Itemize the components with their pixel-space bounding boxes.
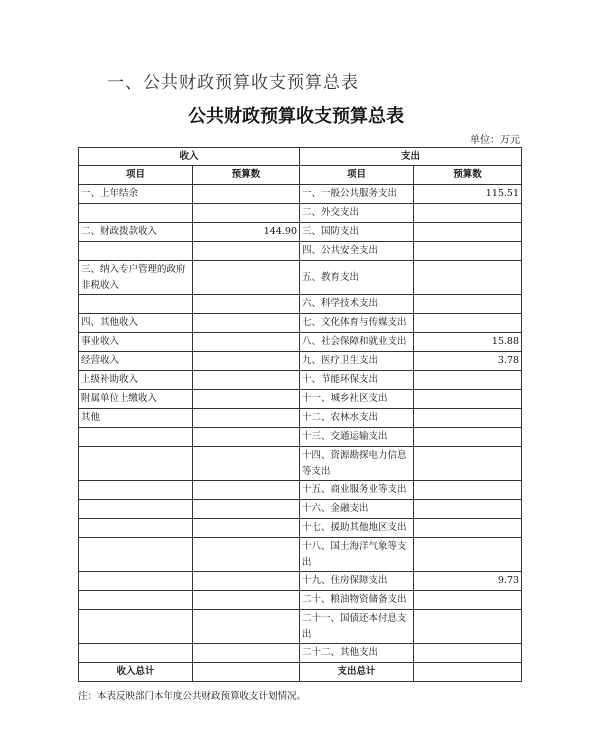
table-row xyxy=(79,223,522,242)
income-value xyxy=(193,428,300,447)
expense-value xyxy=(414,390,522,409)
income-value xyxy=(193,591,300,610)
income-label xyxy=(79,204,193,223)
table-row xyxy=(79,519,522,538)
income-value xyxy=(193,314,300,333)
expense-value xyxy=(414,314,522,333)
expense-value xyxy=(414,500,522,519)
expense-value xyxy=(414,371,522,390)
income-value xyxy=(193,371,300,390)
expense-value xyxy=(414,204,522,223)
expense-value xyxy=(414,295,522,314)
expense-value: 9.73 xyxy=(414,572,522,591)
expense-value xyxy=(414,261,522,295)
expense-label: 五、教育支出 xyxy=(300,261,414,295)
table-row xyxy=(79,185,522,204)
expense-value: 15.88 xyxy=(414,333,522,352)
income-budget-header: 预算数 xyxy=(193,166,300,185)
expense-value xyxy=(414,242,522,261)
table-row xyxy=(79,333,522,352)
income-value xyxy=(193,333,300,352)
page-title: 公共财政预算收支预算总表 xyxy=(188,106,404,127)
expense-label: 二十二、其他支出 xyxy=(300,644,414,663)
income-value xyxy=(193,500,300,519)
expense-value xyxy=(414,591,522,610)
expense-item-header: 项目 xyxy=(300,166,414,185)
income-label: 附属单位上缴收入 xyxy=(79,390,193,409)
income-label: 经营收入 xyxy=(79,352,193,371)
income-value xyxy=(193,447,300,481)
expense-label: 九、医疗卫生支出 xyxy=(300,352,414,371)
income-value xyxy=(193,295,300,314)
income-label: 四、其他收入 xyxy=(79,314,193,333)
table-row xyxy=(79,644,522,663)
expense-value xyxy=(414,538,522,572)
income-value xyxy=(193,572,300,591)
table-row xyxy=(79,610,522,644)
income-label: 其他 xyxy=(79,409,193,428)
income-value xyxy=(193,519,300,538)
income-label: 二、财政拨款收入 xyxy=(79,223,193,242)
income-label xyxy=(79,591,193,610)
income-label: 上级补助收入 xyxy=(79,371,193,390)
table-header-row xyxy=(79,148,522,166)
table-row xyxy=(79,261,522,295)
income-value xyxy=(193,538,300,572)
expense-label: 十四、资源勘探电力信息等支出 xyxy=(300,447,414,481)
expense-label: 二十一、国债还本付息支出 xyxy=(300,610,414,644)
expense-value xyxy=(414,223,522,242)
expense-header: 支出 xyxy=(300,148,522,166)
income-label xyxy=(79,519,193,538)
income-value xyxy=(193,261,300,295)
expense-label: 六、科学技术支出 xyxy=(300,295,414,314)
table-row xyxy=(79,481,522,500)
income-label xyxy=(79,295,193,314)
income-value xyxy=(193,390,300,409)
expense-label: 十七、援助其他地区支出 xyxy=(300,519,414,538)
expense-label: 四、公共安全支出 xyxy=(300,242,414,261)
expense-value: 3.78 xyxy=(414,352,522,371)
column-header-row xyxy=(79,166,522,185)
income-label xyxy=(79,538,193,572)
expense-total-value xyxy=(414,663,522,682)
expense-value xyxy=(414,409,522,428)
expense-label: 七、文化体育与传媒支出 xyxy=(300,314,414,333)
expense-value xyxy=(414,519,522,538)
expense-value xyxy=(414,447,522,481)
expense-label: 十六、金融支出 xyxy=(300,500,414,519)
income-total-value xyxy=(193,663,300,682)
income-label xyxy=(79,500,193,519)
table-row xyxy=(79,390,522,409)
expense-label: 十八、国土海洋气象等支出 xyxy=(300,538,414,572)
income-label xyxy=(79,428,193,447)
income-header: 收入 xyxy=(79,148,300,166)
expense-budget-header: 预算数 xyxy=(414,166,522,185)
table-row xyxy=(79,295,522,314)
income-value xyxy=(193,481,300,500)
expense-value xyxy=(414,428,522,447)
expense-value: 115.51 xyxy=(414,185,522,204)
footnote: 注：本表反映部门本年度公共财政预算收支计划情况。 xyxy=(78,691,307,702)
expense-label: 十九、住房保障支出 xyxy=(300,572,414,591)
expense-value xyxy=(414,610,522,644)
income-label: 事业收入 xyxy=(79,333,193,352)
expense-label: 一、一般公共服务支出 xyxy=(300,185,414,204)
table-row xyxy=(79,500,522,519)
expense-label: 十二、农林水支出 xyxy=(300,409,414,428)
table-row xyxy=(79,352,522,371)
income-label xyxy=(79,447,193,481)
income-value xyxy=(193,409,300,428)
table-row xyxy=(79,314,522,333)
income-value xyxy=(193,185,300,204)
income-value xyxy=(193,204,300,223)
income-item-header: 项目 xyxy=(79,166,193,185)
expense-label: 二、外交支出 xyxy=(300,204,414,223)
income-value xyxy=(193,644,300,663)
expense-value xyxy=(414,481,522,500)
unit-label: 单位：万元 xyxy=(470,135,520,146)
expense-label: 十五、商业服务业等支出 xyxy=(300,481,414,500)
table-row xyxy=(79,447,522,481)
expense-total-label: 支出总计 xyxy=(300,663,414,682)
section-heading: 一、公共财政预算收支预算总表 xyxy=(107,73,359,93)
income-value xyxy=(193,352,300,371)
income-label: 三、纳入专户管理的政府非税收入 xyxy=(79,261,193,295)
income-label xyxy=(79,644,193,663)
table-row xyxy=(79,572,522,591)
expense-label: 十、节能环保支出 xyxy=(300,371,414,390)
expense-value xyxy=(414,644,522,663)
income-total-label: 收入总计 xyxy=(79,663,193,682)
expense-label: 二十、粮油物资储备支出 xyxy=(300,591,414,610)
table-row xyxy=(79,204,522,223)
income-label xyxy=(79,242,193,261)
expense-label: 十三、交通运输支出 xyxy=(300,428,414,447)
table-row xyxy=(79,242,522,261)
table-row xyxy=(79,371,522,390)
income-label xyxy=(79,572,193,591)
table-row xyxy=(79,409,522,428)
income-label xyxy=(79,610,193,644)
budget-table xyxy=(78,147,522,682)
expense-label: 十一、城乡社区支出 xyxy=(300,390,414,409)
income-value: 144.90 xyxy=(193,223,300,242)
totals-row xyxy=(79,663,522,682)
expense-label: 八、社会保障和就业支出 xyxy=(300,333,414,352)
income-label xyxy=(79,481,193,500)
income-value xyxy=(193,242,300,261)
table-row xyxy=(79,428,522,447)
table-row xyxy=(79,538,522,572)
income-label: 一、上年结余 xyxy=(79,185,193,204)
table-row xyxy=(79,591,522,610)
expense-label: 三、国防支出 xyxy=(300,223,414,242)
income-value xyxy=(193,610,300,644)
